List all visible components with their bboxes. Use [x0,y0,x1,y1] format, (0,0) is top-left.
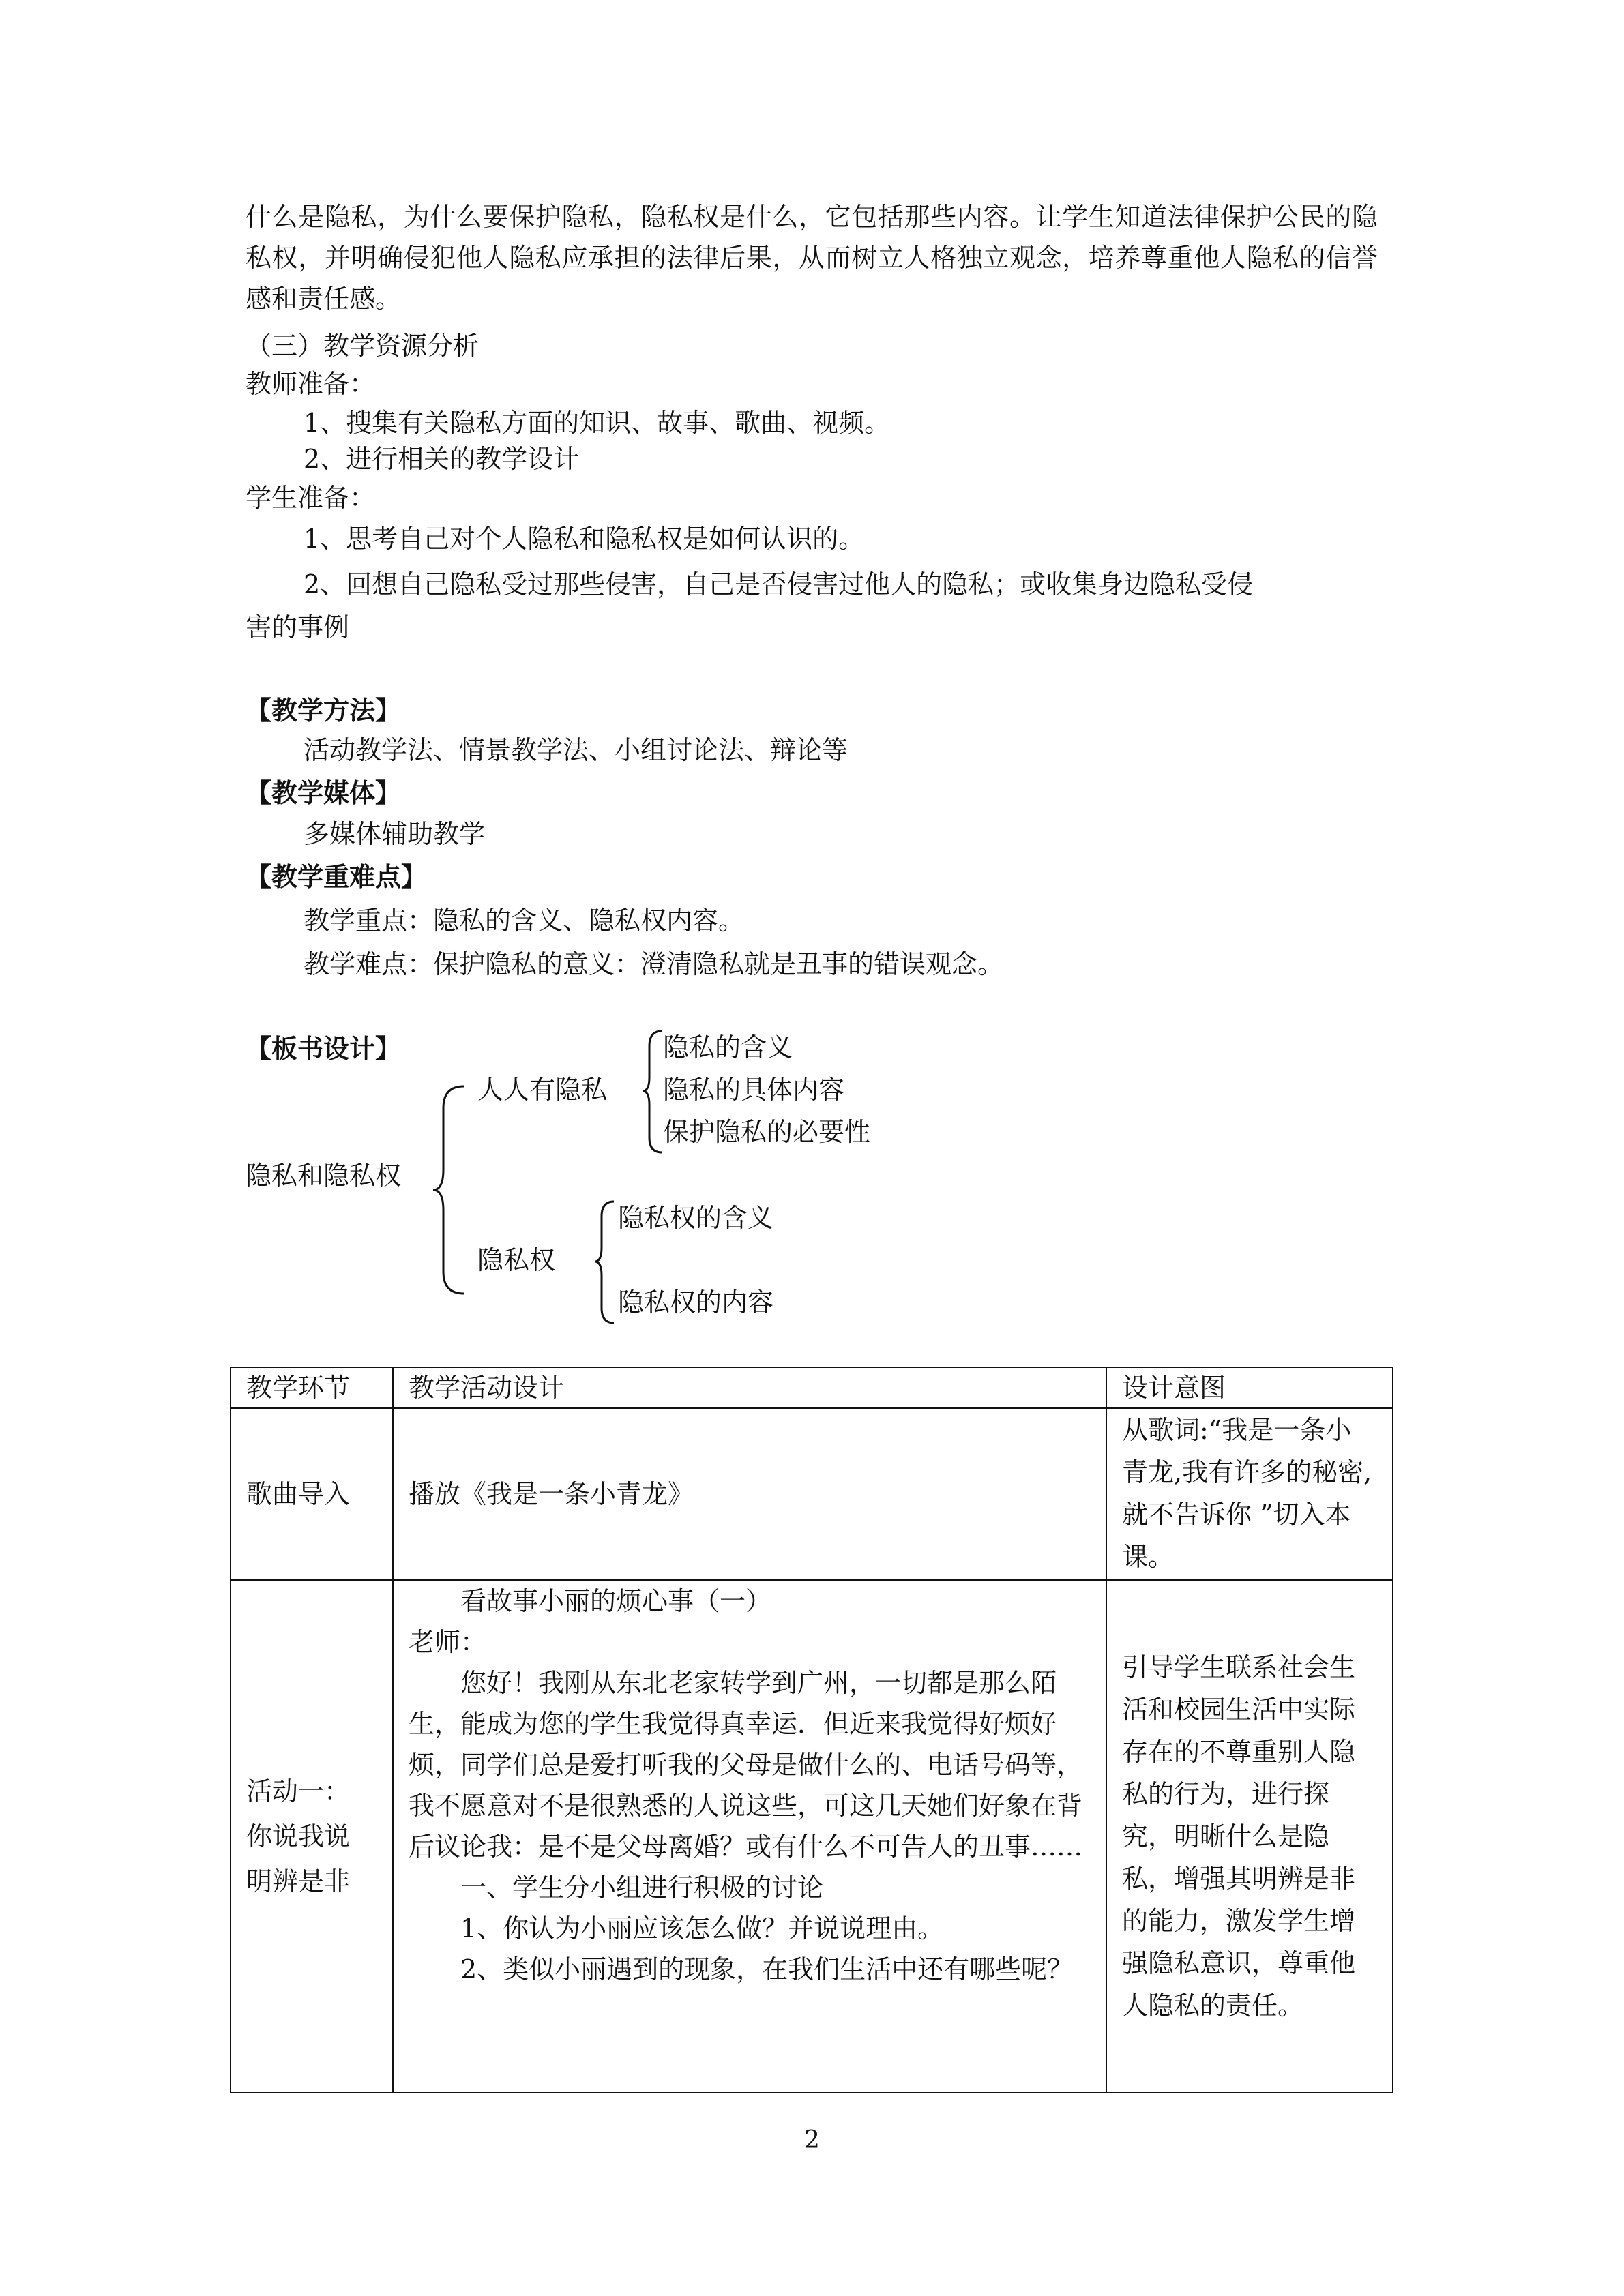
student-prep-item: 2、回想自己隐私受过那些侵害，自己是否侵害过他人的隐私；或收集身边隐私受侵 [304,569,1254,599]
board-branch-1-item: 隐私的具体内容 [663,1075,845,1105]
board-branch-2-item: 隐私权的内容 [618,1287,774,1317]
page-number: 2 [804,2126,820,2154]
table-row [231,1580,1393,2093]
intent-cell: 从歌词:“我是一条小青龙,我有许多的秘密,就不告诉你 ”切入本课。 [1106,1408,1393,1580]
story-title: 看故事小丽的烦心事（一） [460,1586,772,1616]
board-branch-1-item: 保护隐私的必要性 [663,1117,871,1147]
table-header-row [231,1367,1393,1408]
stage-line: 你说我说 [246,1821,351,1851]
board-root: 隐私和隐私权 [246,1161,402,1191]
stage-line: 活动一： [246,1776,351,1806]
intent-cell: 引导学生联系社会生活和校园生活中实际存在的不尊重别人隐私的行为，进行探究，明晰什么是隐私，增强其明辨是非的能力，激发学生增强隐私意识，尊重他人隐私的责任。 [1106,1580,1393,2093]
activity-cell [393,1580,1106,2093]
board-heading: 【板书设计】 [246,1033,402,1064]
lesson-table [230,1367,1393,2093]
discussion-heading: 一、学生分小组进行积极的讨论 [460,1873,824,1903]
board-branch-2: 隐私权 [477,1245,556,1275]
method-heading: 【教学方法】 [246,695,402,726]
intro-paragraph: 什么是隐私，为什么要保护隐私，隐私权是什么，它包括那些内容。让学生知道法律保护公民的隐私权，并明确侵犯他人隐私应承担的法律后果，从而树立人格独立观念，培养尊重他人隐私的信誉感和责任感。 [246,202,1378,314]
teacher-prep-label: 教师准备： [246,369,376,399]
root-brace [437,1081,471,1299]
student-prep-item-cont: 害的事例 [246,612,350,642]
table-header-cell: 教学活动设计 [393,1367,1106,1408]
branch2-brace [593,1199,621,1326]
board-branch-1-item: 隐私的含义 [663,1032,793,1062]
discussion-question: 2、类似小丽遇到的现象，在我们生活中还有哪些呢？ [460,1954,1074,1984]
letter-salutation: 老师： [409,1627,487,1657]
student-prep-item: 1、思考自己对个人隐私和隐私权是如何认识的。 [304,524,865,554]
teacher-prep-item: 1、搜集有关隐私方面的知识、故事、歌曲、视频。 [304,408,891,438]
difficult-point: 教学难点：保护隐私的意义：澄清隐私就是丑事的错误观念。 [304,949,1004,979]
keypoints-heading: 【教学重难点】 [246,861,428,892]
stage-line: 明辨是非 [246,1866,351,1896]
resource-heading: （三）教学资源分析 [246,331,479,361]
media-text: 多媒体辅助教学 [304,819,486,849]
key-point: 教学重点：隐私的含义、隐私权内容。 [304,906,745,936]
stage-cell: 歌曲导入 [231,1408,393,1580]
table-header-cell: 教学环节 [231,1367,393,1408]
media-heading: 【教学媒体】 [246,777,402,808]
activity-cell: 播放《我是一条小青龙》 [393,1408,1106,1580]
method-text: 活动教学法、情景教学法、小组讨论法、辩论等 [304,735,848,765]
stage-cell [231,1580,393,2093]
teacher-prep-item: 2、进行相关的教学设计 [304,444,580,474]
board-branch-1: 人人有隐私 [477,1075,608,1105]
student-prep-label: 学生准备： [246,483,376,513]
table-header-cell: 设计意图 [1106,1367,1393,1408]
table-row [231,1408,1393,1580]
board-branch-2-item: 隐私权的含义 [618,1203,774,1233]
letter-body: 您好！我刚从东北老家转学到广州，一切都是那么陌生，能成为您的学生我觉得真幸运．但近来我觉得好烦好烦，同学们总是爱打听我的父母是做什么的、电话号码等，我不愿意对不是很熟悉的人说这些，可这几天她们好象在背后议论我：是不是父母离婚？或有什么不可告人的丑事…… [409,1668,1083,1862]
discussion-question: 1、你认为小丽应该怎么做？并说说理由。 [460,1913,944,1943]
